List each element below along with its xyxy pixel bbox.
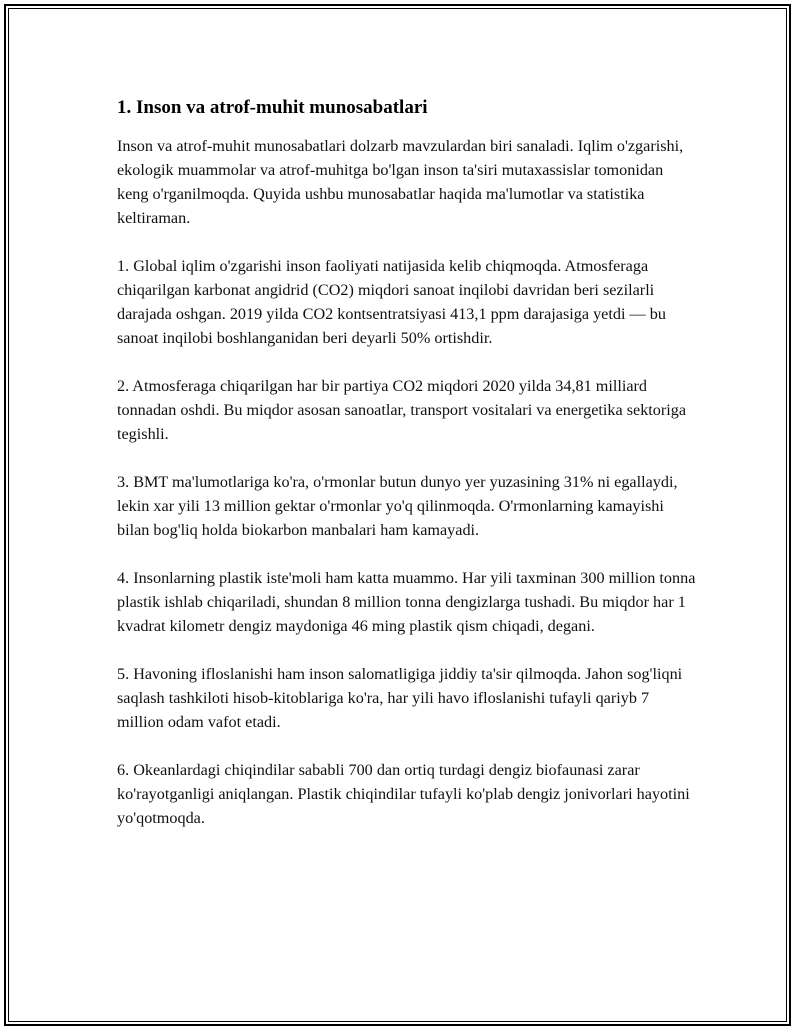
point-2-paragraph: 2. Atmosferaga chiqarilgan har bir partiya CO2 miqdori 2020 yilda 34,81 milliard tonnadan oshdi. Bu miqdor asosan sanoatlar, transport vositalari va energetika sektoriga tegishli. [117,377,687,443]
document-title: 1. Inson va atrof-muhit munosabatlari [117,97,428,118]
point-4-paragraph: 4. Insonlarning plastik iste'moli ham katta muammo. Har yili taxminan 300 million tonna plastik ishlab chiqariladi, shundan 8 million tonna dengizlarga tushadi. Bu miqdor har 1 kvadrat kilometr dengiz maydoniga 46 ming plastik qism chiqadi, degani. [117,569,696,635]
point-1-paragraph: 1. Global iqlim o'zgarishi inson faoliyati natijasida kelib chiqmoqda. Atmosferaga chiqarilgan karbonat angidrid (CO2) miqdori sanoat inqilobi davridan beri sezilarli darajada oshgan. 2019 yilda CO2 kontsentratsiyasi 413,1 ppm darajasiga yetdi — bu sanoat inqilobi boshlanganidan beri deyarli 50% ortishdir. [117,257,666,347]
point-5-paragraph: 5. Havoning ifloslanishi ham inson salomatligiga jiddiy ta'sir qilmoqda. Jahon sog'liqni saqlash tashkiloti hisob-kitoblariga ko'ra, har yili havo ifloslanishi tufayli qariyb 7 million odam vafot etadi. [117,665,683,731]
intro-paragraph: Inson va atrof-muhit munosabatlari dolzarb mavzulardan biri sanaladi. Iqlim o'zgarishi, ekologik muammolar va atrof-muhitga bo'lgan inson ta'siri mutaxassislar tomonidan keng o'rganilmoqda. Quyida ushbu munosabatlar haqida ma'lumotlar va statistika keltiraman. [117,137,684,227]
point-3-paragraph: 3. BMT ma'lumotlariga ko'ra, o'rmonlar butun dunyo yer yuzasining 31% ni egallaydi, lekin xar yili 13 million gektar o'rmonlar yo'q qilinmoqda. O'rmonlarning kamayishi bilan bog'liq holda biokarbon manbalari ham kamayadi. [117,473,678,539]
document-body [117,96,697,854]
point-6-paragraph: 6. Okeanlardagi chiqindilar sababli 700 dan ortiq turdagi dengiz biofaunasi zarar ko'rayotganligi aniqlangan. Plastik chiqindilar tufayli ko'plab dengiz jonivorlari hayotini yo'qotmoqda. [117,761,690,827]
